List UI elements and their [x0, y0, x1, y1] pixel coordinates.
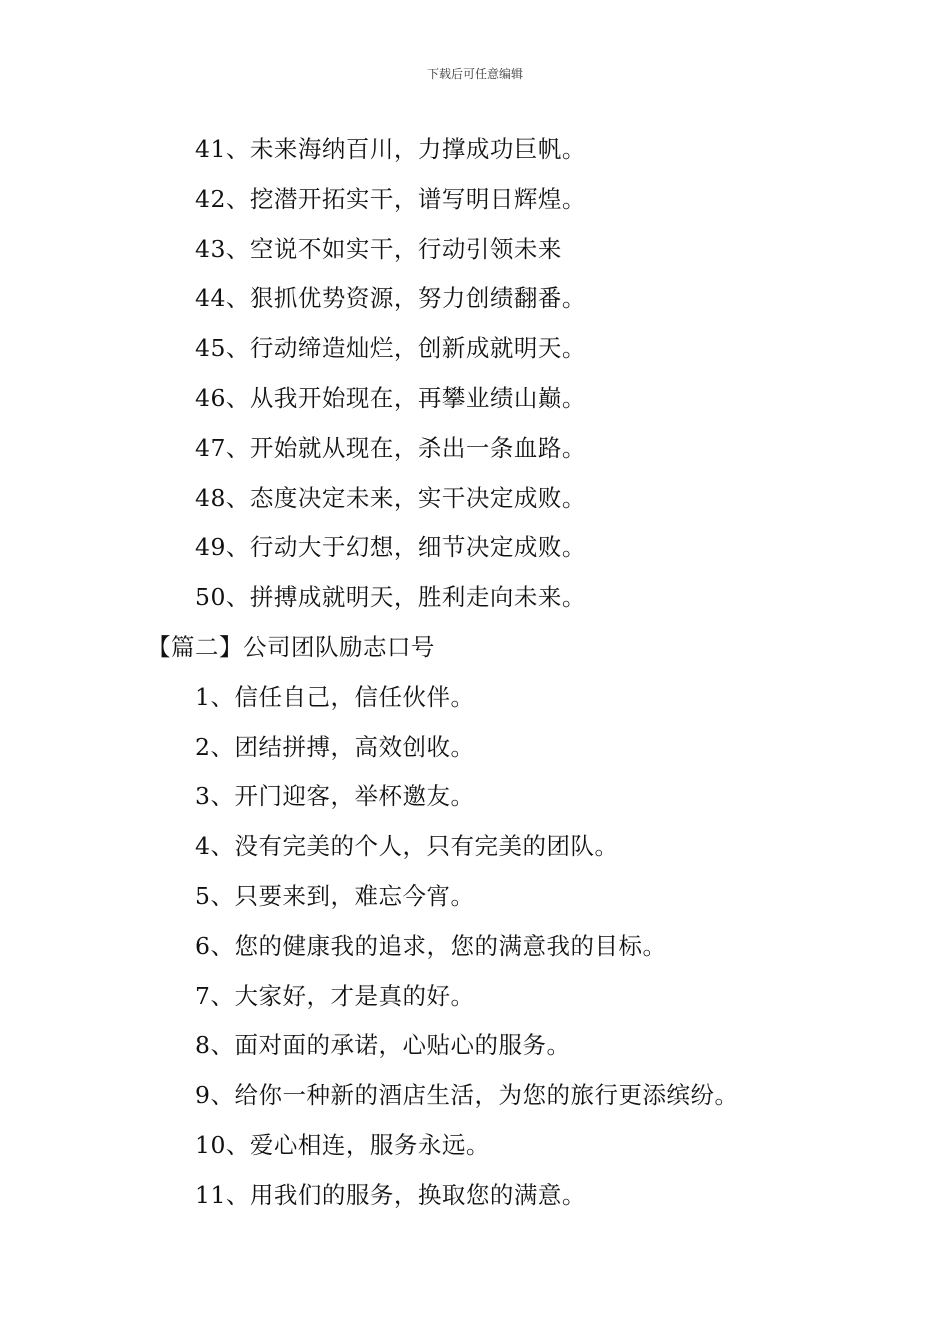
list-item: 6、您的健康我的追求，您的满意我的目标。: [195, 931, 667, 960]
list-item: 7、大家好，才是真的好。: [195, 981, 475, 1010]
list-item: 44、狠抓优势资源，努力创绩翻番。: [195, 284, 586, 313]
list-item: 1、信任自己，信任伙伴。: [195, 682, 475, 711]
list-item: 2、团结拼搏，高效创收。: [195, 732, 475, 761]
list-item: 46、从我开始现在，再攀业绩山巅。: [195, 383, 586, 412]
list-item: 50、拼搏成就明天，胜利走向未来。: [195, 583, 586, 612]
list-item: 8、面对面的承诺，心贴心的服务。: [195, 1031, 571, 1060]
list-item: 43、空说不如实干，行动引领未来: [195, 234, 562, 263]
section-heading: 【篇二】公司团队励志口号: [147, 632, 435, 661]
document-body: [0, 125, 950, 1221]
list-item: 47、开始就从现在，杀出一条血路。: [195, 433, 586, 462]
list-item: 11、用我们的服务，换取您的满意。: [195, 1180, 586, 1209]
list-item: 3、开门迎客，举杯邀友。: [195, 782, 475, 811]
list-item: 42、挖潜开拓实干，谱写明日辉煌。: [195, 184, 586, 213]
list-item: 9、给你一种新的酒店生活，为您的旅行更添缤纷。: [195, 1081, 739, 1110]
list-item: 49、行动大于幻想，细节决定成败。: [195, 533, 586, 562]
header-note: 下载后可任意编辑: [426, 67, 523, 81]
list-item: 45、行动缔造灿烂，创新成就明天。: [195, 334, 586, 363]
list-item: 5、只要来到，难忘今宵。: [195, 881, 475, 910]
list-item: 10、爱心相连，服务永远。: [195, 1130, 490, 1159]
list-item: 41、未来海纳百川，力撑成功巨帆。: [195, 135, 586, 163]
list-item: 48、态度决定未来，实干决定成败。: [195, 483, 586, 512]
list-item: 4、没有完美的个人，只有完美的团队。: [195, 832, 619, 861]
